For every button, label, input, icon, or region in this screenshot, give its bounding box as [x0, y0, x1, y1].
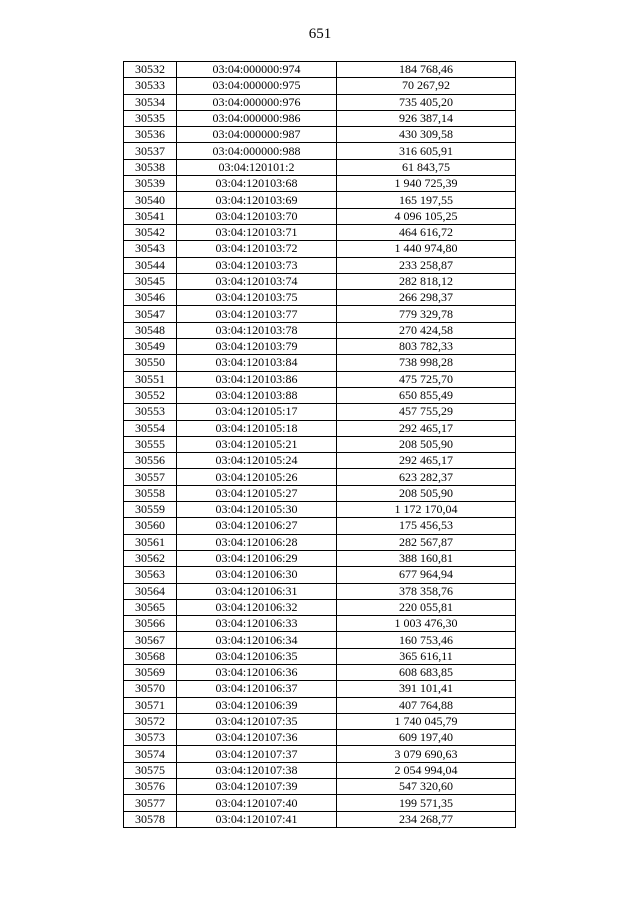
row-number-cell: 30548 — [124, 322, 177, 338]
cadastral-number-cell: 03:04:120107:38 — [177, 762, 337, 778]
row-number-cell: 30551 — [124, 371, 177, 387]
value-cell: 282 567,87 — [337, 534, 516, 550]
cadastral-number-cell: 03:04:120103:74 — [177, 273, 337, 289]
table-row — [124, 127, 516, 143]
value-cell: 464 616,72 — [337, 224, 516, 240]
cadastral-number-cell: 03:04:120106:39 — [177, 697, 337, 713]
cadastral-value-table — [123, 61, 516, 828]
row-number-cell: 30558 — [124, 485, 177, 501]
table-row — [124, 436, 516, 452]
table-row — [124, 143, 516, 159]
row-number-cell: 30555 — [124, 436, 177, 452]
table-row — [124, 94, 516, 110]
cadastral-number-cell: 03:04:120103:78 — [177, 322, 337, 338]
value-cell: 3 079 690,63 — [337, 746, 516, 762]
cadastral-number-cell: 03:04:120107:37 — [177, 746, 337, 762]
cadastral-number-cell: 03:04:120103:75 — [177, 290, 337, 306]
row-number-cell: 30573 — [124, 730, 177, 746]
row-number-cell: 30552 — [124, 387, 177, 403]
table-body — [124, 62, 516, 828]
row-number-cell: 30564 — [124, 583, 177, 599]
cadastral-number-cell: 03:04:120105:17 — [177, 404, 337, 420]
table-row — [124, 78, 516, 94]
row-number-cell: 30563 — [124, 567, 177, 583]
value-cell: 407 764,88 — [337, 697, 516, 713]
table-row — [124, 355, 516, 371]
cadastral-number-cell: 03:04:000000:987 — [177, 127, 337, 143]
cadastral-number-cell: 03:04:120106:37 — [177, 681, 337, 697]
value-cell: 608 683,85 — [337, 664, 516, 680]
table-row — [124, 176, 516, 192]
value-cell: 2 054 994,04 — [337, 762, 516, 778]
value-cell: 160 753,46 — [337, 632, 516, 648]
value-cell: 233 258,87 — [337, 257, 516, 273]
cadastral-number-cell: 03:04:120106:27 — [177, 518, 337, 534]
row-number-cell: 30560 — [124, 518, 177, 534]
table-row — [124, 485, 516, 501]
table-row — [124, 420, 516, 436]
value-cell: 234 268,77 — [337, 811, 516, 827]
table-row — [124, 110, 516, 126]
value-cell: 457 755,29 — [337, 404, 516, 420]
cadastral-number-cell: 03:04:120105:24 — [177, 453, 337, 469]
table-row — [124, 371, 516, 387]
cadastral-number-cell: 03:04:120107:40 — [177, 795, 337, 811]
value-cell: 266 298,37 — [337, 290, 516, 306]
table-row — [124, 518, 516, 534]
value-cell: 609 197,40 — [337, 730, 516, 746]
row-number-cell: 30572 — [124, 713, 177, 729]
cadastral-number-cell: 03:04:000000:975 — [177, 78, 337, 94]
value-cell: 1 003 476,30 — [337, 616, 516, 632]
table-row — [124, 404, 516, 420]
row-number-cell: 30577 — [124, 795, 177, 811]
row-number-cell: 30537 — [124, 143, 177, 159]
value-cell: 184 768,46 — [337, 62, 516, 78]
table-row — [124, 208, 516, 224]
table-row — [124, 550, 516, 566]
cadastral-number-cell: 03:04:000000:988 — [177, 143, 337, 159]
value-cell: 803 782,33 — [337, 339, 516, 355]
cadastral-number-cell: 03:04:120106:28 — [177, 534, 337, 550]
table-row — [124, 599, 516, 615]
value-cell: 735 405,20 — [337, 94, 516, 110]
page-number: 651 — [308, 26, 332, 42]
table-row — [124, 567, 516, 583]
cadastral-number-cell: 03:04:120106:34 — [177, 632, 337, 648]
value-cell: 316 605,91 — [337, 143, 516, 159]
row-number-cell: 30543 — [124, 241, 177, 257]
table-row — [124, 534, 516, 550]
row-number-cell: 30545 — [124, 273, 177, 289]
cadastral-number-cell: 03:04:120105:18 — [177, 420, 337, 436]
table-row — [124, 62, 516, 78]
cadastral-number-cell: 03:04:120107:36 — [177, 730, 337, 746]
cadastral-number-cell: 03:04:120107:35 — [177, 713, 337, 729]
table-row — [124, 713, 516, 729]
value-cell: 208 505,90 — [337, 485, 516, 501]
value-cell: 430 309,58 — [337, 127, 516, 143]
value-cell: 270 424,58 — [337, 322, 516, 338]
row-number-cell: 30567 — [124, 632, 177, 648]
row-number-cell: 30541 — [124, 208, 177, 224]
value-cell: 1 740 045,79 — [337, 713, 516, 729]
table-row — [124, 502, 516, 518]
table-row — [124, 616, 516, 632]
value-cell: 1 440 974,80 — [337, 241, 516, 257]
cadastral-number-cell: 03:04:120106:31 — [177, 583, 337, 599]
row-number-cell: 30557 — [124, 469, 177, 485]
value-cell: 282 818,12 — [337, 273, 516, 289]
table-row — [124, 387, 516, 403]
cadastral-number-cell: 03:04:120106:30 — [177, 567, 337, 583]
row-number-cell: 30562 — [124, 550, 177, 566]
row-number-cell: 30578 — [124, 811, 177, 827]
table-row — [124, 290, 516, 306]
value-cell: 4 096 105,25 — [337, 208, 516, 224]
value-cell: 175 456,53 — [337, 518, 516, 534]
table-row — [124, 811, 516, 827]
table-row — [124, 273, 516, 289]
cadastral-number-cell: 03:04:120103:71 — [177, 224, 337, 240]
table-row — [124, 697, 516, 713]
cadastral-number-cell: 03:04:120106:33 — [177, 616, 337, 632]
value-cell: 623 282,37 — [337, 469, 516, 485]
cadastral-number-cell: 03:04:000000:976 — [177, 94, 337, 110]
row-number-cell: 30576 — [124, 779, 177, 795]
table-row — [124, 779, 516, 795]
table-row — [124, 795, 516, 811]
table-row — [124, 469, 516, 485]
cadastral-number-cell: 03:04:120103:73 — [177, 257, 337, 273]
value-cell: 388 160,81 — [337, 550, 516, 566]
table-row — [124, 241, 516, 257]
value-cell: 208 505,90 — [337, 436, 516, 452]
cadastral-number-cell: 03:04:120103:70 — [177, 208, 337, 224]
value-cell: 650 855,49 — [337, 387, 516, 403]
cadastral-number-cell: 03:04:120103:69 — [177, 192, 337, 208]
row-number-cell: 30544 — [124, 257, 177, 273]
row-number-cell: 30565 — [124, 599, 177, 615]
table-row — [124, 746, 516, 762]
cadastral-number-cell: 03:04:120105:27 — [177, 485, 337, 501]
table-row — [124, 159, 516, 175]
cadastral-number-cell: 03:04:120107:41 — [177, 811, 337, 827]
row-number-cell: 30549 — [124, 339, 177, 355]
row-number-cell: 30556 — [124, 453, 177, 469]
cadastral-number-cell: 03:04:120103:88 — [177, 387, 337, 403]
value-cell: 165 197,55 — [337, 192, 516, 208]
table-row — [124, 306, 516, 322]
value-cell: 378 358,76 — [337, 583, 516, 599]
cadastral-number-cell: 03:04:120106:29 — [177, 550, 337, 566]
value-cell: 292 465,17 — [337, 453, 516, 469]
cadastral-number-cell: 03:04:120103:84 — [177, 355, 337, 371]
table-row — [124, 453, 516, 469]
cadastral-number-cell: 03:04:120105:26 — [177, 469, 337, 485]
table-row — [124, 681, 516, 697]
table-row — [124, 664, 516, 680]
row-number-cell: 30546 — [124, 290, 177, 306]
value-cell: 926 387,14 — [337, 110, 516, 126]
value-cell: 365 616,11 — [337, 648, 516, 664]
row-number-cell: 30575 — [124, 762, 177, 778]
table-row — [124, 224, 516, 240]
cadastral-number-cell: 03:04:120101:2 — [177, 159, 337, 175]
value-cell: 1 940 725,39 — [337, 176, 516, 192]
row-number-cell: 30553 — [124, 404, 177, 420]
value-cell: 391 101,41 — [337, 681, 516, 697]
row-number-cell: 30533 — [124, 78, 177, 94]
cadastral-number-cell: 03:04:120105:21 — [177, 436, 337, 452]
value-cell: 220 055,81 — [337, 599, 516, 615]
cadastral-number-cell: 03:04:120103:68 — [177, 176, 337, 192]
cadastral-number-cell: 03:04:120103:77 — [177, 306, 337, 322]
cadastral-number-cell: 03:04:120106:35 — [177, 648, 337, 664]
value-cell: 1 172 170,04 — [337, 502, 516, 518]
cadastral-number-cell: 03:04:120106:36 — [177, 664, 337, 680]
cadastral-number-cell: 03:04:120103:72 — [177, 241, 337, 257]
table-row — [124, 583, 516, 599]
row-number-cell: 30570 — [124, 681, 177, 697]
row-number-cell: 30571 — [124, 697, 177, 713]
row-number-cell: 30540 — [124, 192, 177, 208]
cadastral-number-cell: 03:04:120106:32 — [177, 599, 337, 615]
value-cell: 547 320,60 — [337, 779, 516, 795]
value-cell: 779 329,78 — [337, 306, 516, 322]
table-row — [124, 257, 516, 273]
cadastral-number-cell: 03:04:120105:30 — [177, 502, 337, 518]
row-number-cell: 30550 — [124, 355, 177, 371]
value-cell: 70 267,92 — [337, 78, 516, 94]
row-number-cell: 30536 — [124, 127, 177, 143]
cadastral-number-cell: 03:04:000000:986 — [177, 110, 337, 126]
row-number-cell: 30535 — [124, 110, 177, 126]
value-cell: 738 998,28 — [337, 355, 516, 371]
table-row — [124, 730, 516, 746]
row-number-cell: 30561 — [124, 534, 177, 550]
cadastral-number-cell: 03:04:120103:86 — [177, 371, 337, 387]
row-number-cell: 30538 — [124, 159, 177, 175]
table-row — [124, 762, 516, 778]
row-number-cell: 30568 — [124, 648, 177, 664]
row-number-cell: 30554 — [124, 420, 177, 436]
row-number-cell: 30566 — [124, 616, 177, 632]
table-row — [124, 648, 516, 664]
row-number-cell: 30539 — [124, 176, 177, 192]
row-number-cell: 30542 — [124, 224, 177, 240]
row-number-cell: 30569 — [124, 664, 177, 680]
value-cell: 61 843,75 — [337, 159, 516, 175]
value-cell: 475 725,70 — [337, 371, 516, 387]
row-number-cell: 30532 — [124, 62, 177, 78]
value-cell: 677 964,94 — [337, 567, 516, 583]
row-number-cell: 30534 — [124, 94, 177, 110]
cadastral-number-cell: 03:04:120107:39 — [177, 779, 337, 795]
row-number-cell: 30559 — [124, 502, 177, 518]
cadastral-number-cell: 03:04:120103:79 — [177, 339, 337, 355]
value-cell: 292 465,17 — [337, 420, 516, 436]
table-row — [124, 339, 516, 355]
row-number-cell: 30574 — [124, 746, 177, 762]
table-row — [124, 192, 516, 208]
value-cell: 199 571,35 — [337, 795, 516, 811]
table-row — [124, 322, 516, 338]
table-row — [124, 632, 516, 648]
row-number-cell: 30547 — [124, 306, 177, 322]
cadastral-number-cell: 03:04:000000:974 — [177, 62, 337, 78]
